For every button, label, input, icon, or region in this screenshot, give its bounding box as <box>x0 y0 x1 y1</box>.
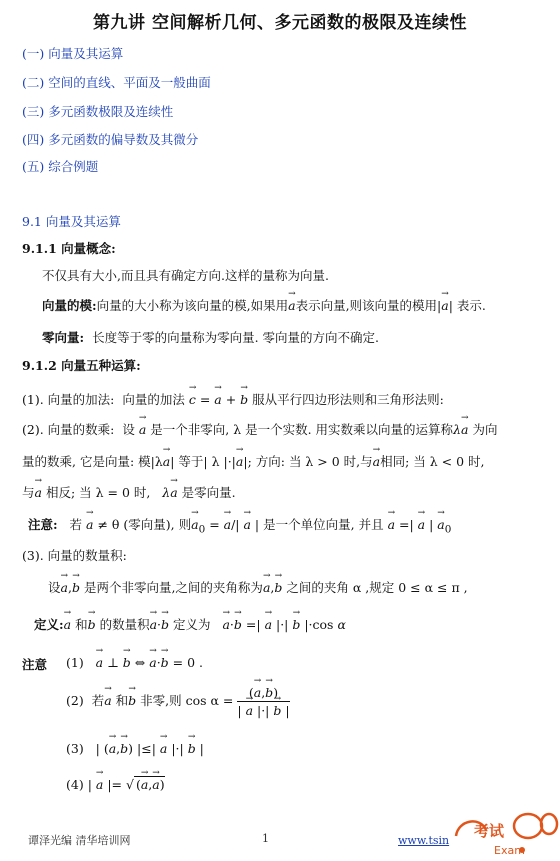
toc-item-partial-derivatives[interactable]: (四) 多元函数的偏导数及其微分 <box>22 132 199 147</box>
scalar-multiplication-line3: 与→ a 相反; 当 λ = 0 时, λ→ a 是零向量. <box>22 483 236 501</box>
note-modulus-sqrt: (4) | → a |= √ (→ a,→ a) <box>66 777 165 792</box>
exam-logo-graphic <box>450 808 560 857</box>
scalar-multiplication: (2). 向量的数乘: 设 → a 是一个非零向, λ 是一个实数. 用实数乘以向量的运算称λ→ a 为向 <box>22 420 497 438</box>
note-cosine: (2) 若→ a 和→ b 非零,则 cos α = $\frac{(\to a,\to b)}{| \to a |\cdot| \to b |}$ <box>66 685 290 718</box>
footer-author: 谭泽光编 清华培训网 <box>28 834 131 847</box>
toc-item-examples[interactable]: (五) 综合例题 <box>22 159 99 174</box>
svg-text:Exam: Exam <box>494 844 525 857</box>
toc-item-vectors[interactable]: (一) 向量及其运算 <box>22 46 124 61</box>
vector-definition: 不仅具有大小,而且具有确定方向.这样的量称为向量. <box>42 268 329 283</box>
cosine-fraction: $\frac{(\to a,\to b)}{| \to a |\cdot| \to b |}$ <box>237 685 289 718</box>
note-cauchy-schwarz: (3) | (→ a,→ b) |≤| → a |·| → b | <box>66 741 204 756</box>
modulus-definition: 向量的模:向量的大小称为该向量的模,如果用→ a表示向量,则该向量的模用|→ a| 表示. <box>42 296 486 314</box>
notes-label: 注意 <box>22 657 48 672</box>
zero-vector-definition: 零向量: 长度等于零的向量称为零向量. 零向量的方向不确定. <box>42 330 379 345</box>
toc-item-limits[interactable]: (三) 多元函数极限及连续性 <box>22 104 174 119</box>
page-title: 第九讲 空间解析几何、多元函数的极限及连续性 <box>93 13 467 33</box>
section-heading: 9.1 向量及其运算 <box>22 214 121 229</box>
dot-product-heading: (3). 向量的数量积: <box>22 548 127 563</box>
toc-item-lines-planes[interactable]: (二) 空间的直线、平面及一般曲面 <box>22 75 211 90</box>
vector-addition: (1). 向量的加法: 向量的加法 → c = → a + → b 服从平行四边形法则和三角形法则: <box>22 390 444 408</box>
footer-link[interactable]: www.tsin <box>398 834 450 847</box>
subsection-heading-operations: 9.1.2 向量五种运算: <box>22 358 141 373</box>
note-orthogonal: (1) → a ⊥ → b ⇔ → a·→ b = 0 . <box>66 655 203 670</box>
dot-product-definition: 定义:→ a 和→ b 的数量积→ a·→ b 定义为 → a·→ b =| → a |·| → b |·cos α <box>34 615 346 633</box>
unit-vector-note: 注意: 若 → a ≠ θ (零向量), 则→ $a_0$ = → a/| → a | 是一个单位向量, 并且 → a =| → a | → $a_0$ <box>28 515 451 536</box>
scalar-multiplication-line2: 量的数乘, 它是向量: 模|λ→ a| 等于| λ |·|→ a|; 方向: 当 λ > 0 时,与→ a相同; 当 λ < 0 时, <box>22 452 485 470</box>
svg-text:考试: 考试 <box>474 822 505 840</box>
exam-logo <box>450 808 560 857</box>
subsection-heading-concept: 9.1.1 向量概念: <box>22 241 116 256</box>
page-number: 1 <box>262 832 269 845</box>
angle-definition: 设→ a,→ b 是两个非零向量,之间的夹角称为→ a,→ b 之间的夹角 α ,规定 0 ≤ α ≤ π , <box>48 578 468 596</box>
